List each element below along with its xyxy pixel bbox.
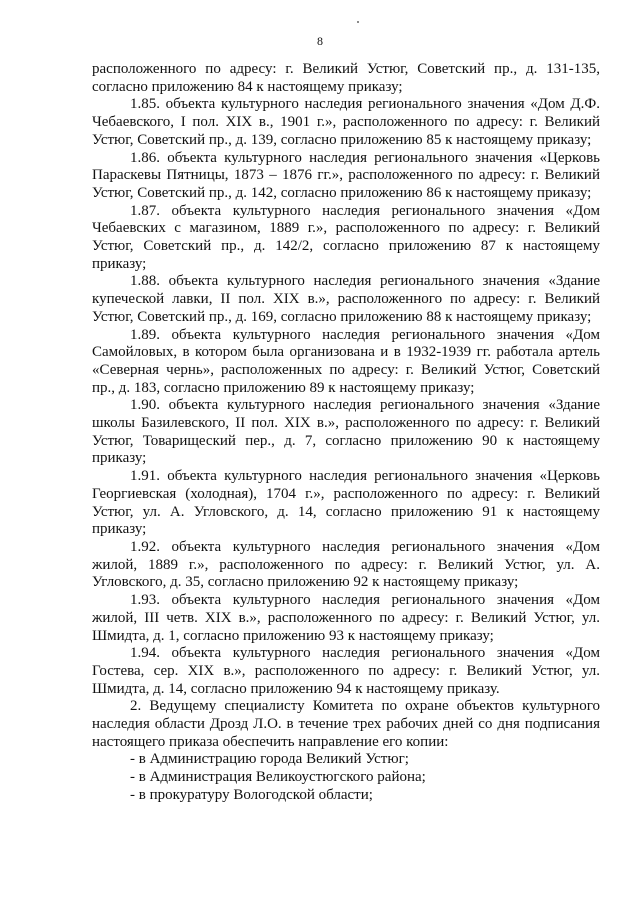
- paragraph-1-88: 1.88. объекта культурного наследия регионального значения «Здание купеческой лавки, II пол. XIX в.», расположенного по адресу: г. Великий Устюг, Советский пр., д. 169, согласно приложению 88 к настоящему приказу;: [92, 273, 600, 325]
- paragraph-1-91: 1.91. объекта культурного наследия регионального значения «Церковь Георгиевская (холодная), 1704 г.», расположенного по адресу: г. Великий Устюг, ул. А. Угловского, д. 14, согласно приложению 91 к настоящему приказу;: [92, 468, 600, 538]
- paragraph-2: 2. Ведущему специалисту Комитета по охране объектов культурного наследия области Дрозд Л.О. в течение трех рабочих дней со дня подписания настоящего приказа обеспечить направление его копии:: [92, 698, 600, 750]
- paragraph-1-92: 1.92. объекта культурного наследия регионального значения «Дом жилой, 1889 г.», расположенного по адресу: г. Великий Устюг, ул. А. Угловского, д. 35, согласно приложению 92 к настоящему приказу;: [92, 538, 600, 591]
- paragraph-1-86: 1.86. объекта культурного наследия регионального значения «Церковь Параскевы Пятницы, 1873 – 1876 гг.», расположенного по адресу: г. Великий Устюг, Советский пр., д. 142, согласно приложению 86 к настоящему приказу;: [92, 149, 600, 201]
- page-number: 8: [317, 34, 323, 48]
- paragraph-1-90: 1.90. объекта культурного наследия регионального значения «Здание школы Базилевского, II пол. XIX в.», расположенного по адресу: г. Великий Устюг, Товарищеский пер., д. 7, согласно приложению 90 к настоящему приказу;: [92, 397, 600, 467]
- paragraph-continuation: расположенного по адресу: г. Великий Устюг, Советский пр., д. 131-135, согласно приложению 84 к настоящему приказу;: [92, 61, 600, 95]
- scan-speck: [357, 21, 359, 23]
- list-item-prosecutor: - в прокуратуру Вологодской области;: [130, 786, 373, 803]
- list-item-city-administration: - в Администрацию города Великий Устюг;: [130, 751, 409, 768]
- paragraph-1-94: 1.94. объекта культурного наследия регионального значения «Дом Гостева, сер. XIX в.», расположенного по адресу: г. Великий Устюг, ул. Шмидта, д. 14, согласно приложению 94 к настоящему приказу.: [92, 645, 600, 697]
- list-item-district-administration: - в Администрация Великоустюгского района;: [130, 769, 426, 786]
- paragraph-1-89: 1.89. объекта культурного наследия регионального значения «Дом Самойловых, в котором была организована и в 1932-1939 гг. работала артель «Северная чернь», расположенных по адресу: г. Великий Устюг, Советский пр., д. 183, согласно приложению 89 к настоящему приказу;: [92, 326, 600, 396]
- paragraph-1-87: 1.87. объекта культурного наследия регионального значения «Дом Чебаевских с магазином, 1889 г.», расположенного по адресу: г. Великий Устюг, Советский пр., д. 142/2, согласно приложению 87 к настоящему приказу;: [92, 202, 600, 272]
- document-body: [92, 61, 600, 805]
- paragraph-1-85: 1.85. объекта культурного наследия регионального значения «Дом Д.Ф. Чебаевского, I пол. XIX в., 1901 г.», расположенного по адресу: г. Великий Устюг, Советский пр., д. 139, согласно приложению 85 к настоящему приказу;: [92, 96, 600, 148]
- paragraph-1-93: 1.93. объекта культурного наследия регионального значения «Дом жилой, III четв. XIX в.», расположенного по адресу: г. Великий Устюг, ул. Шмидта, д. 1, согласно приложению 93 к настоящему приказу;: [92, 592, 600, 644]
